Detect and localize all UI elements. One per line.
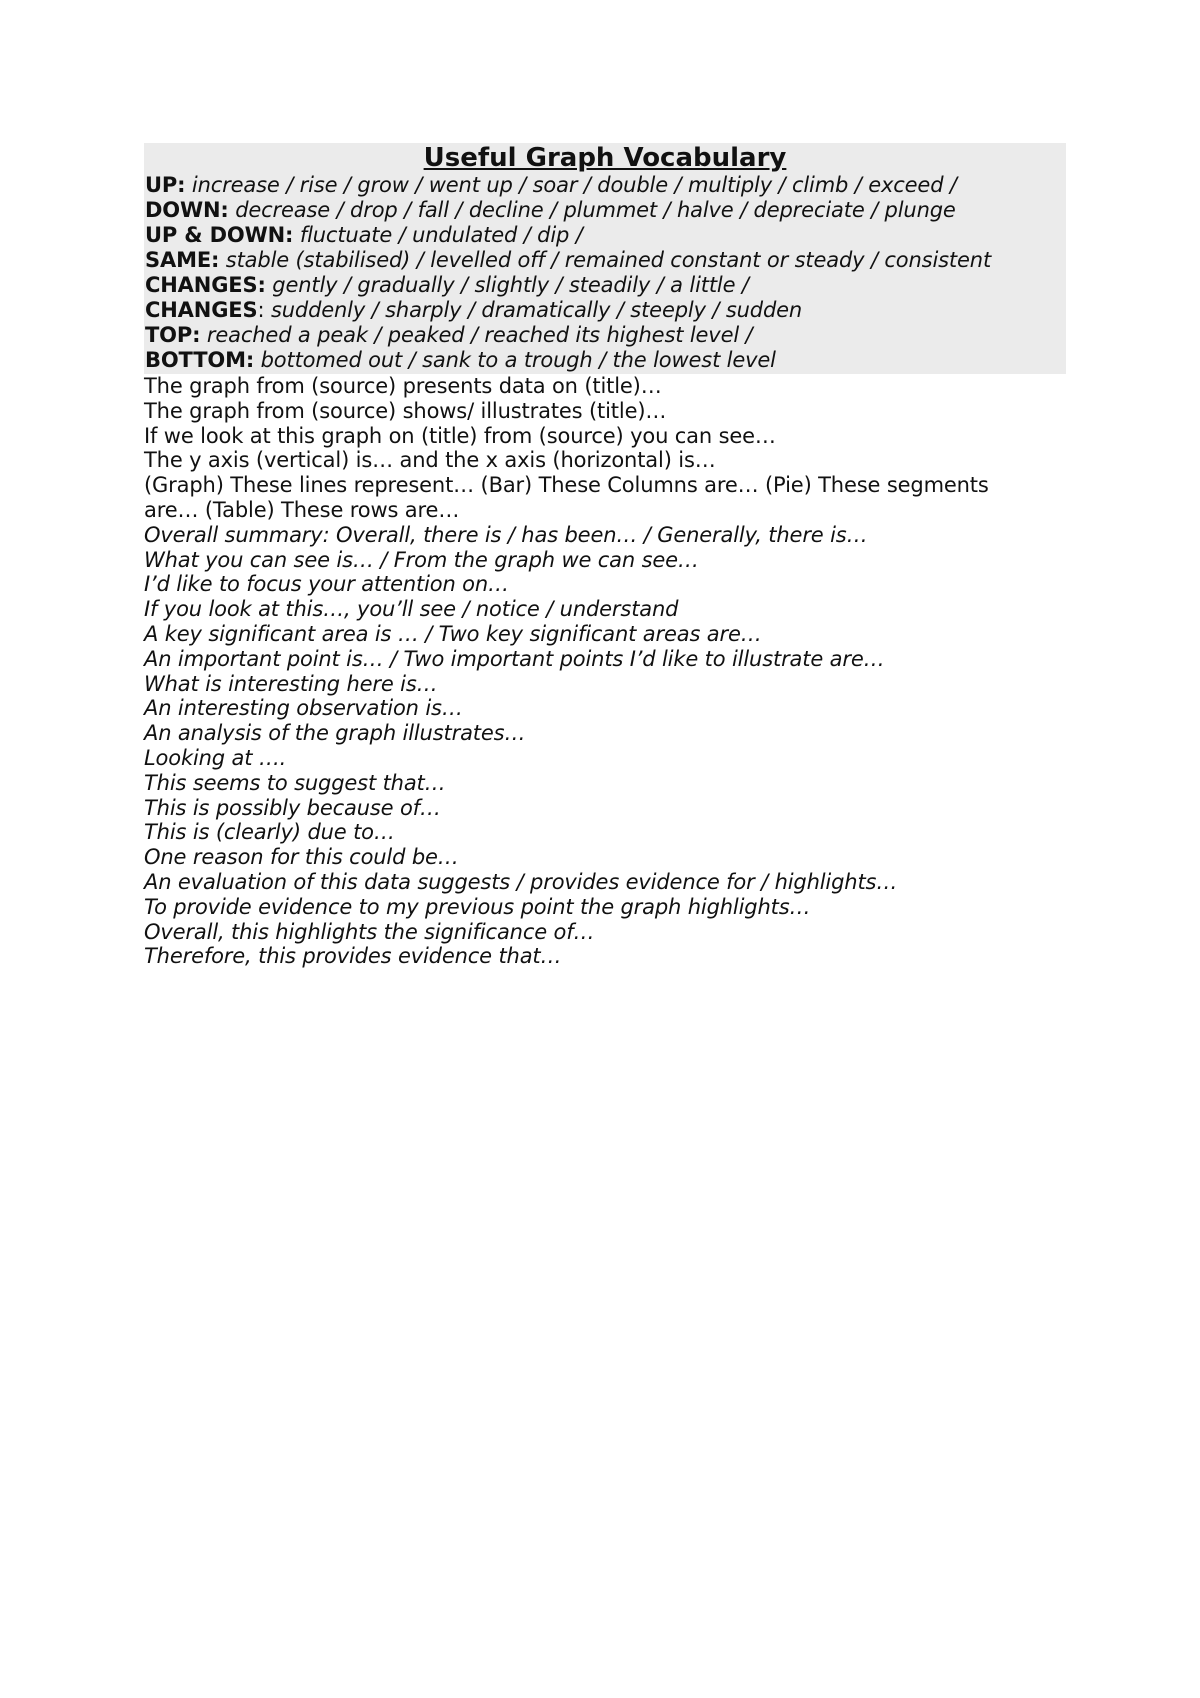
vocab-key: SAME: [145,248,220,272]
phrase-line: An analysis of the graph illustrates… [144,721,526,746]
phrase-line: The y axis (vertical) is… and the x axis (horizontal) is… [144,448,716,473]
vocab-value: stable (stabilised) / levelled off / remained constant or steady / consistent [219,248,992,272]
vocab-value: gently / gradually / slightly / steadily / a little / [265,273,749,297]
page-title: Useful Graph Vocabulary [423,143,787,173]
vocab-value: increase / rise / grow / went up / soar / double / multiply / climb / exceed / [185,173,957,197]
phrase-line: A key significant area is … / Two key significant areas are… [144,621,762,646]
phrase-line: The graph from (source) presents data on (title)… [144,374,662,398]
phrase-line: If you look at this…, you’ll see / notice / understand [144,597,679,622]
vocab-key: UP: [145,173,186,197]
phrase-line: Looking at …. [144,745,287,770]
vocab-line-changes-sudden: CHANGES: suddenly / sharply / dramatically / steeply / sudden [145,298,803,322]
vocab-line-down [145,198,1065,223]
intro-phrases [144,374,1066,523]
phrase-line: are… (Table) These rows are… [144,497,460,522]
phrase-line: An evaluation of this data suggests / provides evidence for / highlights… [144,869,898,894]
analysis-phrases [144,523,1066,969]
vocab-line-changes-gentle [145,273,1065,298]
phrase-line: Overall summary: Overall, there is / has been… / Generally, there is… [144,522,868,547]
document-body [144,143,1066,969]
vocab-key: UP & DOWN: [145,223,294,247]
vocab-line-bottom [145,348,1065,373]
vocab-key: CHANGES: [145,273,266,297]
phrase-line: Overall, this highlights the significance of… [144,919,595,944]
vocab-key: CHANGES [145,298,258,322]
phrase-line: I’d like to focus your attention on… [144,572,509,597]
phrase-line: An important point is… / Two important points I’d like to illustrate are… [144,646,885,671]
phrase-line: This is possibly because of… [144,795,441,820]
vocab-value: suddenly / sharply / dramatically / steeply / sudden [264,298,803,322]
phrase-line: An interesting observation is… [144,696,463,721]
phrase-line: (Graph) These lines represent… (Bar) These Columns are… (Pie) These segments [144,473,989,498]
vocab-key: TOP: [145,323,201,347]
phrase-line: One reason for this could be… [144,845,459,870]
phrase-line: To provide evidence to my previous point the graph highlights… [144,894,811,919]
vocab-key: BOTTOM: [145,348,255,372]
vocabulary-box [144,143,1066,374]
vocab-value: decrease / drop / fall / decline / plummet / halve / depreciate / plunge [228,198,956,222]
vocab-line-top [145,323,1065,348]
vocab-value: fluctuate / undulated / dip / [293,223,583,247]
vocab-line-same [145,248,1065,273]
vocab-key: DOWN: [145,198,229,222]
phrase-line: This seems to suggest that… [144,770,446,795]
phrase-line: This is (clearly) due to… [144,820,395,845]
vocab-value: bottomed out / sank to a trough / the lowest level [254,348,776,372]
vocab-line-up-and-down [145,223,1065,248]
vocab-line-up [145,173,1065,198]
phrase-line: Therefore, this provides evidence that… [144,944,562,969]
phrase-line: If we look at this graph on (title) from (source) you can see… [144,423,776,448]
vocab-value: reached a peak / peaked / reached its highest level / [200,323,753,347]
phrase-line: What is interesting here is… [144,671,438,696]
phrase-line: What you can see is… / From the graph we can see… [144,547,699,572]
phrase-line: The graph from (source) shows/ illustrates (title)… [144,398,667,423]
